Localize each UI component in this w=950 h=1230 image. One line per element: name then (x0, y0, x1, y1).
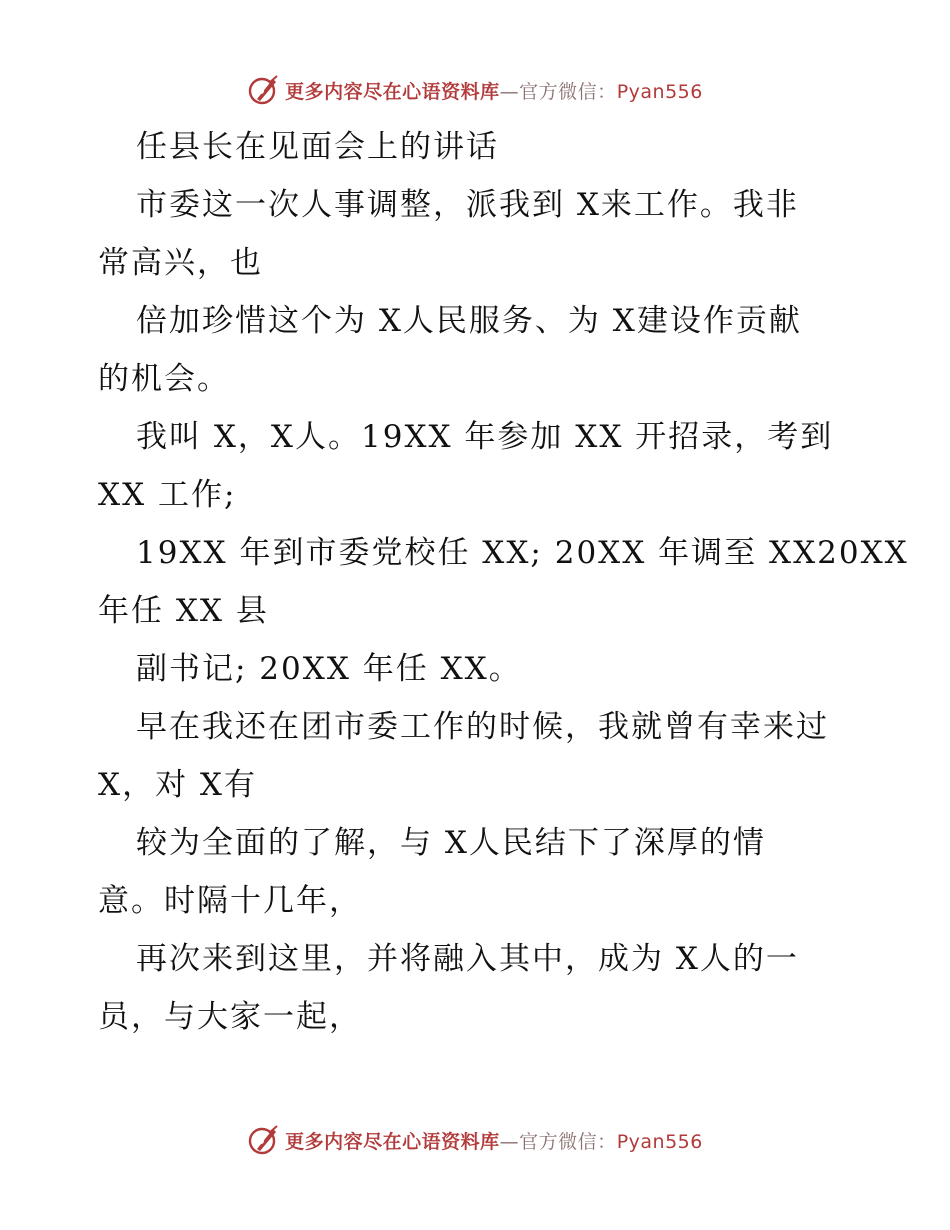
document-line: 常高兴，也 (98, 245, 263, 281)
header-banner-content (247, 73, 703, 107)
header-brand-text: 更多内容尽在心语资料库 (285, 80, 500, 103)
footer-banner (0, 1120, 950, 1160)
header-banner (0, 70, 950, 110)
document-body (98, 118, 909, 1046)
document-line: 较为全面的了解，与 X人民结下了深厚的情 (136, 825, 766, 861)
document-line: 倍加珍惜这个为 X人民服务、为 X建设作贡献 (136, 303, 802, 339)
document-line: 市委这一次人事调整，派我到 X来工作。我非 (136, 187, 799, 223)
document-line: 年任 XX 县 (98, 593, 269, 629)
footer-wechat-id: Pyan556 (616, 1130, 703, 1153)
quill-logo-icon (247, 1123, 281, 1157)
header-wechat-label: 官方微信： (519, 80, 617, 103)
quill-logo-icon (247, 73, 281, 107)
document-line: 员，与大家一起， (98, 999, 362, 1035)
header-wechat-id: Pyan556 (616, 80, 703, 103)
document-line: 意。时隔十几年， (98, 883, 362, 919)
footer-separator: — (499, 1130, 520, 1153)
footer-brand-text: 更多内容尽在心语资料库 (285, 1130, 500, 1153)
document-line: X，对 X有 (98, 767, 257, 803)
document-line: 副书记; 20XX 年任 XX。 (136, 651, 522, 687)
footer-wechat-label: 官方微信： (519, 1130, 617, 1153)
footer-banner-content (247, 1123, 703, 1157)
document-line: 我叫 X，X人。19XX 年参加 XX 开招录，考到 (136, 419, 834, 455)
header-separator: — (499, 80, 520, 103)
document-line: 的机会。 (98, 361, 230, 397)
footer-banner-text (285, 1127, 703, 1154)
header-banner-text (285, 77, 703, 104)
document-line: 任县长在见面会上的讲话 (136, 129, 499, 165)
document-line: 再次来到这里，并将融入其中，成为 X人的一 (136, 941, 799, 977)
document-line: 早在我还在团市委工作的时候，我就曾有幸来过 (136, 709, 829, 745)
document-line: XX 工作; (98, 477, 237, 513)
document-line: 19XX 年到市委党校任 XX; 20XX 年调至 XX20XX (136, 535, 909, 571)
